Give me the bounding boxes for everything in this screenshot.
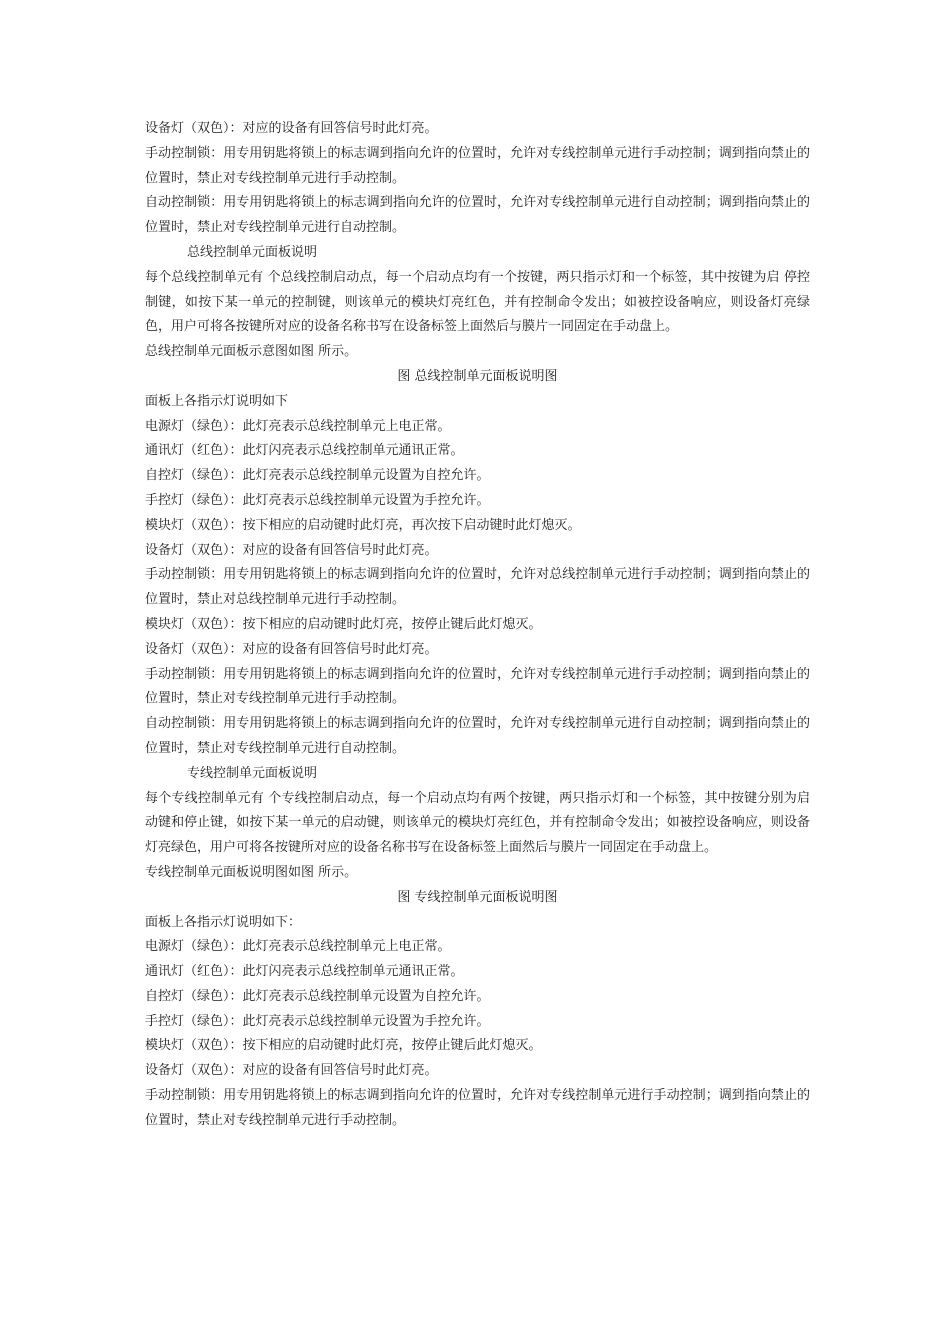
bus-figure-reference: 总线控制单元面板示意图如图 所示。 xyxy=(145,344,358,360)
auto-lock-text: 自动控制锁：用专用钥匙将锁上的标志调到指向允许的位置时，允许对专线控制单元进行自动控制；调到指向禁止的位置时，禁止对专线控制单元进行自动控制。 xyxy=(145,195,810,236)
bus-light-item: 模块灯（双色）：按下相应的启动键时此灯亮，再次按下启动键时此灯熄灭。 xyxy=(145,517,581,533)
manual-lock-text: 手动控制锁：用专用钥匙将锁上的标志调到指向允许的位置时，允许对专线控制单元进行手动控制；调到指向禁止的位置时，禁止对专线控制单元进行手动控制。 xyxy=(145,145,810,186)
bus-light-item: 通讯灯（红色）：此灯闪亮表示总线控制单元通讯正常。 xyxy=(145,443,464,459)
dedicated-light-item: 自控灯（绿色）：此灯亮表示总线控制单元设置为自控允许。 xyxy=(145,988,490,1004)
dedicated-lights-intro: 面板上各指示灯说明如下： xyxy=(145,914,302,930)
bus-figure-caption: 图 总线控制单元面板说明图 xyxy=(397,368,558,384)
bus-auto-lock-text: 自动控制锁：用专用钥匙将锁上的标志调到指向允许的位置时，允许对专线控制单元进行自动控制；调到指向禁止的位置时，禁止对专线控制单元进行自动控制。 xyxy=(145,716,810,756)
dedicated-manual-lock-text: 手动控制锁：用专用钥匙将锁上的标志调到指向允许的位置时，允许对专线控制单元进行手动控制；调到指向禁止的位置时，禁止对专线控制单元进行手动控制。 xyxy=(145,1088,810,1128)
dedicated-section-intro: 每个专线控制单元有 个专线控制启动点，每一个启动点均有两个按键，两只指示灯和一个标签，其中按键分别为启动键和停止键，如按下某一单元的启动键，则该单元的模块灯亮红色，并有控制命令发出；如被控设备响应，则设备灯亮绿色，用户可将各按键所对应的设备名称书写在设备标签上面然后与膜片一同固定在手动盘上。 xyxy=(145,790,810,856)
bus-manual-lock-text-2: 手动控制锁：用专用钥匙将锁上的标志调到指向允许的位置时，允许对专线控制单元进行手动控制；调到指向禁止的位置时，禁止对专线控制单元进行手动控制。 xyxy=(145,666,810,707)
dedicated-light-item: 手控灯（绿色）：此灯亮表示总线控制单元设置为手控允许。 xyxy=(145,1013,490,1029)
bus-manual-lock-text: 手动控制锁：用专用钥匙将锁上的标志调到指向允许的位置时，允许对总线控制单元进行手动控制；调到指向禁止的位置时，禁止对总线控制单元进行手动控制。 xyxy=(145,567,810,608)
bus-section-heading: 总线控制单元面板说明 xyxy=(187,244,318,260)
document-body xyxy=(145,117,810,1134)
bus-light-item: 电源灯（绿色）：此灯亮表示总线控制单元上电正常。 xyxy=(145,418,451,434)
device-light-text: 设备灯（双色）：对应的设备有回答信号时此灯亮。 xyxy=(145,121,438,136)
dedicated-light-item: 通讯灯（红色）：此灯闪亮表示总线控制单元通讯正常。 xyxy=(145,964,464,980)
bus-light-item: 手控灯（绿色）：此灯亮表示总线控制单元设置为手控允许。 xyxy=(145,492,490,508)
dedicated-light-item: 模块灯（双色）：按下相应的启动键时此灯亮，按停止键后此灯熄灭。 xyxy=(145,1038,542,1054)
bus-light-item: 自控灯（绿色）：此灯亮表示总线控制单元设置为自控允许。 xyxy=(145,468,490,484)
bus-device-light-text: 设备灯（双色）：对应的设备有回答信号时此灯亮。 xyxy=(145,641,438,657)
dedicated-light-item: 电源灯（绿色）：此灯亮表示总线控制单元上电正常。 xyxy=(145,939,451,955)
bus-module-light-text: 模块灯（双色）：按下相应的启动键时此灯亮，按停止键后此灯熄灭。 xyxy=(145,616,542,632)
bus-light-item: 设备灯（双色）：对应的设备有回答信号时此灯亮。 xyxy=(145,542,438,558)
dedicated-figure-reference: 专线控制单元面板说明图如图 所示。 xyxy=(145,864,358,880)
bus-lights-intro: 面板上各指示灯说明如下 xyxy=(145,393,289,409)
dedicated-light-item: 设备灯（双色）：对应的设备有回答信号时此灯亮。 xyxy=(145,1063,438,1079)
bus-section-intro: 每个总线控制单元有 个总线控制启动点，每一个启动点均有一个按键，两只指示灯和一个标签，其中按键为启 停控制键，如按下某一单元的控制键，则该单元的模块灯亮红色，并有控制命令发出；如被控设备响应，则设备灯亮绿色，用户可将各按键所对应的设备名称书写在设备标签上面然后与膜片一同固定在手动盘上。 xyxy=(145,269,810,335)
dedicated-section-heading: 专线控制单元面板说明 xyxy=(187,765,318,781)
dedicated-figure-caption: 图 专线控制单元面板说明图 xyxy=(397,889,558,905)
